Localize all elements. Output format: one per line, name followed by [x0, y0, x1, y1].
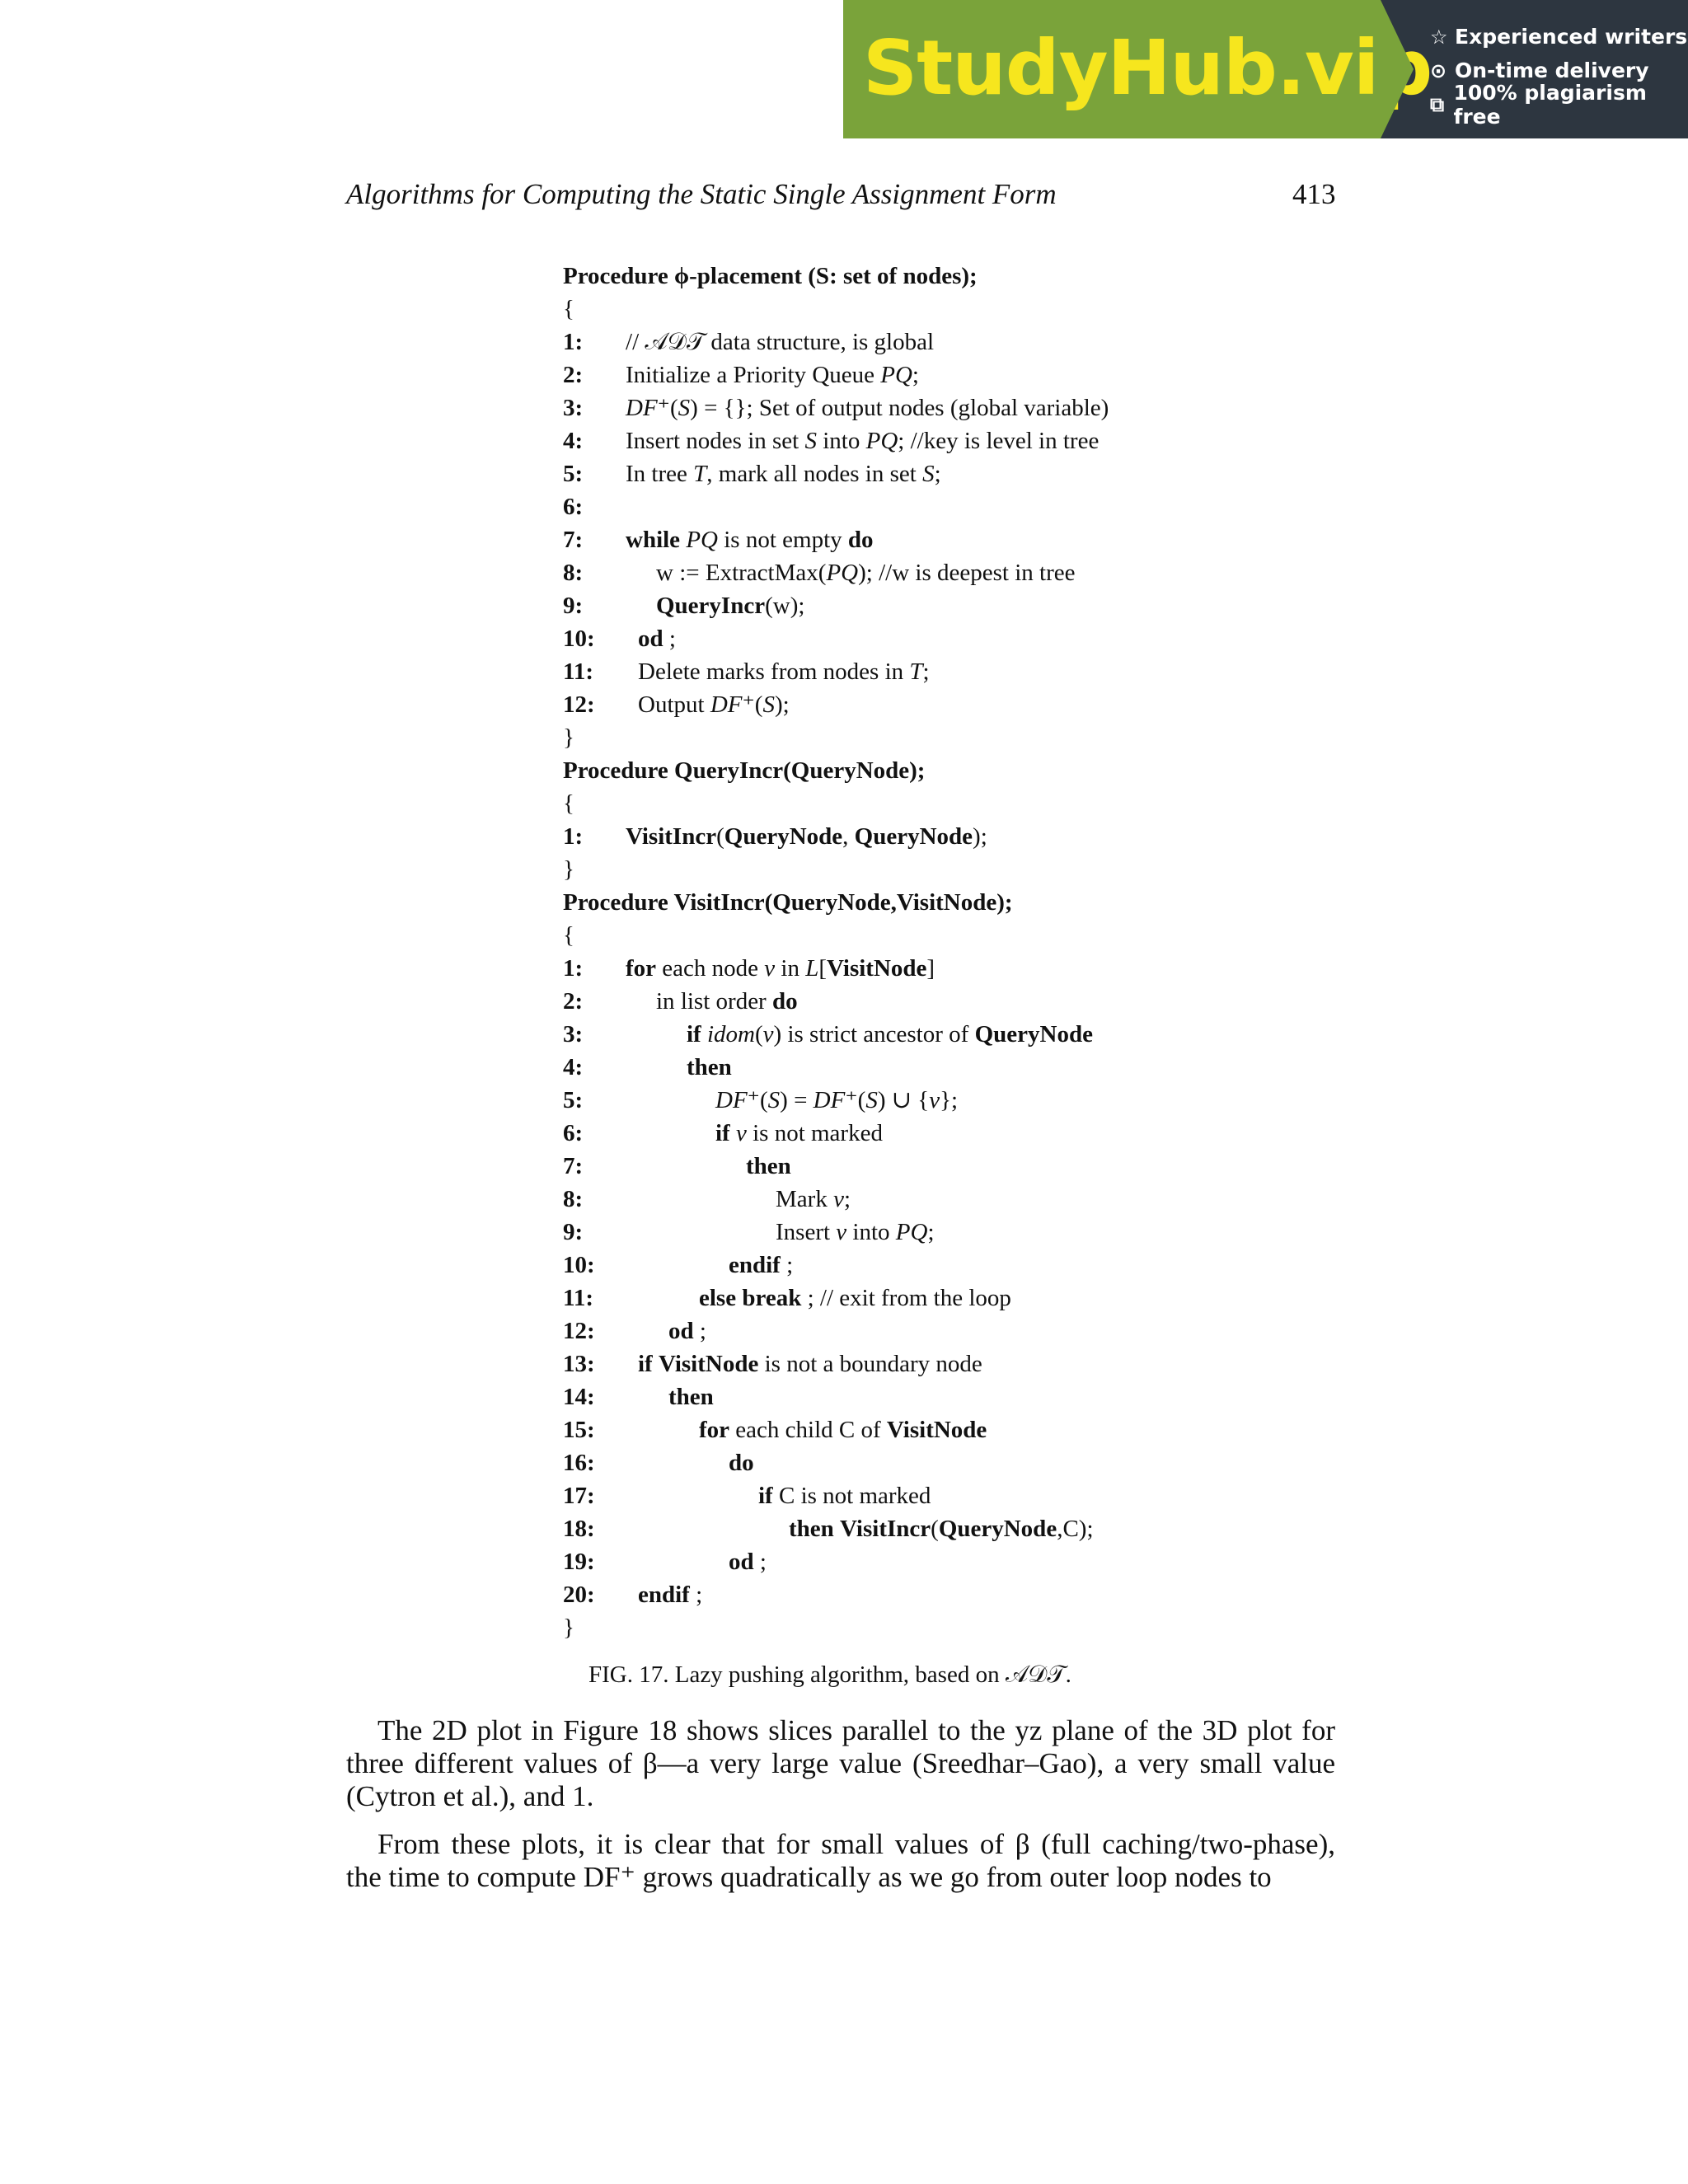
line-code: Delete marks from nodes in T;: [638, 658, 930, 685]
close-brace: }: [563, 1615, 574, 1641]
close-brace: }: [563, 724, 574, 751]
code-line: [563, 1216, 1428, 1249]
line-number: 2:: [563, 362, 584, 388]
line-number: 6:: [563, 1120, 584, 1146]
line-number: 11:: [563, 1285, 594, 1311]
line-code: w := ExtractMax(PQ); //w is deepest in tree: [656, 560, 1076, 586]
copy-icon: ⧉: [1430, 92, 1445, 116]
figure-caption: FIG. 17. Lazy pushing algorithm, based on 𝒜𝒟𝒯.: [588, 1661, 1071, 1688]
line-code: if idom(v) is strict ancestor of QueryNode: [687, 1021, 1093, 1047]
star-outline-icon: ☆: [1430, 25, 1448, 49]
ad-banner[interactable]: [843, 0, 1688, 138]
line-number: 9:: [563, 593, 584, 619]
code-line: [563, 1380, 1428, 1413]
code-line: [563, 391, 1428, 424]
text-line: From these plots, it is clear that for small values of β (full caching/two-phase),: [377, 1828, 1335, 1860]
line-number: 3:: [563, 1021, 584, 1047]
line-number: 9:: [563, 1219, 584, 1245]
code-line: [563, 1282, 1428, 1315]
line-number: 11:: [563, 658, 594, 685]
code-line: [563, 1347, 1428, 1380]
code-line: [563, 655, 1428, 688]
line-code: then: [687, 1054, 732, 1080]
body-paragraph-1: [346, 1714, 1335, 1813]
procedure-header: Procedure VisitIncr(QueryNode,VisitNode);: [563, 889, 1013, 916]
code-line: [563, 1578, 1428, 1611]
line-number: 3:: [563, 395, 584, 421]
clock-icon: ⊙: [1430, 59, 1447, 82]
text-line: (Cytron et al.), and 1.: [346, 1780, 594, 1812]
line-number: 19:: [563, 1549, 595, 1575]
line-code: in list order do: [656, 988, 798, 1015]
code-line: [563, 1446, 1428, 1479]
code-line: [563, 556, 1428, 589]
line-number: 18:: [563, 1516, 595, 1542]
line-code: then: [668, 1384, 714, 1410]
open-brace: {: [563, 922, 574, 949]
line-code: if VisitNode is not a boundary node: [638, 1351, 982, 1377]
line-code: do: [729, 1450, 754, 1476]
procedure-header: Procedure ϕ-placement (S: set of nodes);: [563, 263, 978, 289]
feature-label: 100% plagiarism free: [1453, 80, 1647, 129]
line-code: Initialize a Priority Queue PQ;: [626, 362, 919, 388]
line-code: for each child C of VisitNode: [699, 1417, 987, 1443]
code-line: [563, 1249, 1428, 1282]
line-number: 5:: [563, 461, 584, 487]
code-line: [563, 490, 1428, 523]
line-number: 8:: [563, 1186, 584, 1212]
line-number: 7:: [563, 1153, 584, 1179]
line-code: while PQ is not empty do: [626, 527, 874, 553]
line-number: 1:: [563, 955, 584, 982]
line-code: endif ;: [729, 1252, 794, 1278]
line-code: QueryIncr(w);: [656, 593, 805, 619]
code-line: [563, 1150, 1428, 1183]
line-code: then VisitIncr(QueryNode,C);: [789, 1516, 1094, 1542]
code-line: [563, 326, 1428, 359]
code-line: [563, 424, 1428, 457]
code-line: [563, 1051, 1428, 1084]
studyhub-logo[interactable]: StudyHub.vip: [863, 24, 1432, 112]
line-code: if v is not marked: [715, 1120, 883, 1146]
procedure-header: Procedure QueryIncr(QueryNode);: [563, 757, 926, 784]
body-paragraph-2: [346, 1828, 1335, 1894]
code-line: [563, 1479, 1428, 1512]
line-number: 4:: [563, 428, 584, 454]
feature-item: [1430, 80, 1688, 129]
code-line: [563, 457, 1428, 490]
line-code: VisitIncr(QueryNode, QueryNode);: [626, 823, 987, 850]
line-code: then: [746, 1153, 791, 1179]
banner-arrow-shape: [1381, 0, 1414, 138]
algorithm-listing: [563, 260, 1428, 1644]
line-number: 4:: [563, 1054, 584, 1080]
line-number: 12:: [563, 691, 595, 718]
line-code: In tree T, mark all nodes in set S;: [626, 461, 941, 487]
code-line: [563, 820, 1428, 853]
line-number: 15:: [563, 1417, 595, 1443]
code-line: [563, 688, 1428, 721]
line-code: else break ; // exit from the loop: [699, 1285, 1011, 1311]
code-line: [563, 985, 1428, 1018]
code-line: [563, 1413, 1428, 1446]
line-code: Insert v into PQ;: [776, 1219, 935, 1245]
code-line: [563, 1512, 1428, 1545]
code-line: [563, 1018, 1428, 1051]
page-number: 413: [1292, 178, 1336, 210]
code-line: [563, 523, 1428, 556]
line-number: 5:: [563, 1087, 584, 1113]
text-line: The 2D plot in Figure 18 shows slices parallel to the yz plane of the 3D plot for: [377, 1714, 1335, 1746]
running-title: Algorithms for Computing the Static Single Assignment Form: [346, 178, 1057, 210]
line-number: 1:: [563, 823, 584, 850]
line-number: 8:: [563, 560, 584, 586]
open-brace: {: [563, 296, 574, 322]
line-code: od ;: [729, 1549, 767, 1575]
line-number: 6:: [563, 494, 584, 520]
line-number: 17:: [563, 1483, 595, 1509]
line-code: Mark v;: [776, 1186, 851, 1212]
line-code: for each node v in L[VisitNode]: [626, 955, 935, 982]
line-code: if C is not marked: [758, 1483, 931, 1509]
line-number: 2:: [563, 988, 584, 1015]
line-code: endif ;: [638, 1582, 703, 1608]
code-line: [563, 1545, 1428, 1578]
code-line: [563, 1084, 1428, 1117]
line-code: DF⁺(S) = {}; Set of output nodes (global variable): [626, 395, 1109, 421]
line-code: od ;: [668, 1318, 706, 1344]
code-line: [563, 1183, 1428, 1216]
line-number: 14:: [563, 1384, 595, 1410]
line-number: 12:: [563, 1318, 595, 1344]
code-line: [563, 952, 1428, 985]
code-line: [563, 359, 1428, 391]
line-code: Insert nodes in set S into PQ; //key is level in tree: [626, 428, 1100, 454]
text-line: three different values of β—a very large value (Sreedhar–Gao), a very small value: [346, 1747, 1335, 1779]
code-line: [563, 1117, 1428, 1150]
code-line: [563, 622, 1428, 655]
code-line: [563, 589, 1428, 622]
line-code: // 𝒜𝒟𝒯 data structure, is global: [626, 329, 935, 355]
line-number: 10:: [563, 1252, 595, 1278]
line-code: DF⁺(S) = DF⁺(S) ∪ {v};: [715, 1087, 959, 1113]
line-number: 7:: [563, 527, 584, 553]
line-code: Output DF⁺(S);: [638, 691, 790, 718]
line-number: 10:: [563, 626, 595, 652]
feature-label: On-time delivery: [1455, 59, 1649, 82]
close-brace: }: [563, 856, 574, 883]
line-code: od ;: [638, 626, 676, 652]
line-number: 16:: [563, 1450, 595, 1476]
code-line: [563, 1315, 1428, 1347]
line-number: 13:: [563, 1351, 595, 1377]
line-number: 1:: [563, 329, 584, 355]
line-number: 20:: [563, 1582, 595, 1608]
text-line: the time to compute DF⁺ grows quadratically as we go from outer loop nodes to: [346, 1861, 1272, 1893]
open-brace: {: [563, 790, 574, 817]
feature-item: [1430, 20, 1688, 54]
banner-logo-area[interactable]: [843, 0, 1432, 138]
feature-label: Experienced writers: [1455, 25, 1688, 49]
